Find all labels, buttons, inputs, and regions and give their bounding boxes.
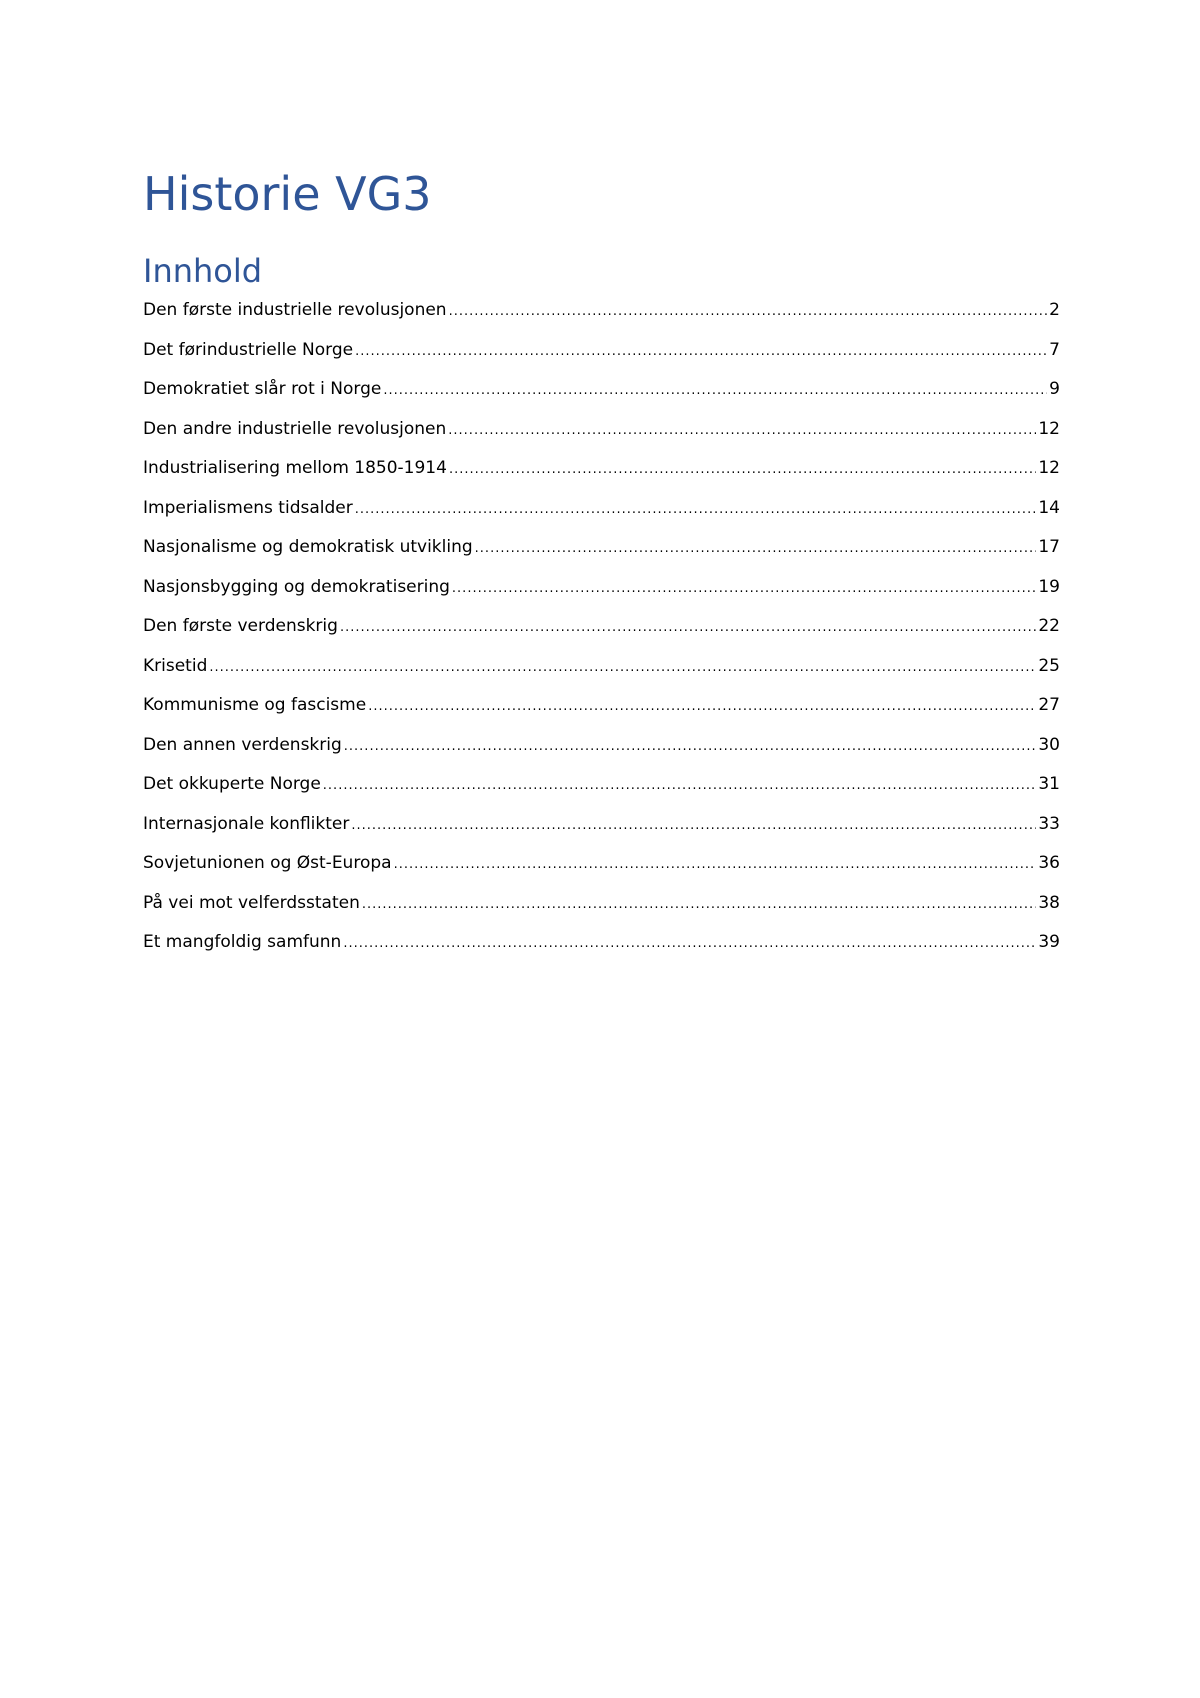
toc-entry[interactable] [143,923,1060,963]
toc-entry[interactable] [143,765,1060,805]
toc-entry-title: Krisetid [143,655,208,676]
toc-heading: Innhold [143,252,263,290]
toc-entry[interactable] [143,647,1060,687]
toc-entry-title: Det okkuperte Norge [143,774,321,794]
toc-entry[interactable] [143,568,1060,608]
toc-dot-leader [368,687,1036,726]
table-of-contents [143,291,1060,963]
toc-dot-leader [344,727,1037,766]
toc-dot-leader [362,885,1037,924]
toc-entry-page-number: 31 [1038,774,1060,794]
toc-dot-leader [355,490,1037,529]
toc-entry[interactable] [143,686,1060,726]
toc-entry-title: Internasjonale konflikter [143,813,350,834]
toc-dot-leader [449,292,1048,331]
toc-entry-page-number: 33 [1038,813,1060,834]
toc-entry[interactable] [143,884,1060,924]
toc-dot-leader [449,450,1036,489]
document-title: Historie VG3 [143,167,432,221]
toc-entry[interactable] [143,410,1060,450]
toc-entry-page-number: 2 [1049,300,1060,320]
toc-entry-title: Et mangfoldig samfunn [143,932,342,952]
toc-entry[interactable] [143,489,1060,529]
toc-entry-title: Den første industrielle revolusjonen [143,300,447,320]
toc-entry-page-number: 39 [1038,932,1060,952]
toc-entry-title: Den andre industrielle revolusjonen [143,418,447,439]
toc-entry[interactable] [143,844,1060,884]
toc-entry-title: Nasjonalisme og demokratisk utvikling [143,537,473,557]
toc-entry-page-number: 25 [1038,655,1060,676]
toc-dot-leader [448,411,1036,450]
toc-entry[interactable] [143,528,1060,568]
toc-dot-leader [383,371,1047,410]
toc-entry-title: Industrialisering mellom 1850-1914 [143,458,447,478]
toc-entry-title: Det førindustrielle Norge [143,339,354,360]
toc-dot-leader [343,924,1036,963]
toc-entry-page-number: 19 [1038,576,1060,597]
toc-dot-leader [340,608,1036,647]
toc-entry-title: På vei mot velferdsstaten [143,892,360,913]
toc-entry-title: Demokratiet slår rot i Norge [143,379,382,399]
toc-entry[interactable] [143,449,1060,489]
toc-entry[interactable] [143,291,1060,331]
toc-entry-page-number: 27 [1038,695,1060,715]
toc-entry-page-number: 9 [1049,379,1060,399]
toc-dot-leader [475,529,1037,568]
toc-dot-leader [209,648,1036,687]
toc-entry[interactable] [143,331,1060,371]
toc-entry-title: Den annen verdenskrig [143,734,342,755]
toc-entry-title: Imperialismens tidsalder [143,497,353,518]
toc-entry-page-number: 38 [1038,892,1060,913]
toc-entry-page-number: 22 [1038,616,1060,636]
toc-entry-title: Sovjetunionen og Øst-Europa [143,853,392,873]
toc-dot-leader [394,845,1037,884]
toc-dot-leader [355,332,1047,371]
toc-entry[interactable] [143,726,1060,766]
toc-entry[interactable] [143,370,1060,410]
toc-entry-title: Kommunisme og fascisme [143,695,367,715]
toc-dot-leader [351,806,1036,845]
toc-dot-leader [452,569,1036,608]
toc-entry-page-number: 36 [1038,853,1060,873]
toc-entry-page-number: 14 [1038,497,1060,518]
toc-entry-page-number: 12 [1038,418,1060,439]
toc-entry-page-number: 12 [1038,458,1060,478]
toc-dot-leader [323,766,1037,805]
toc-entry-page-number: 30 [1038,734,1060,755]
toc-entry-page-number: 7 [1049,339,1060,360]
toc-entry[interactable] [143,607,1060,647]
toc-entry-title: Den første verdenskrig [143,616,338,636]
toc-entry-title: Nasjonsbygging og demokratisering [143,576,450,597]
toc-entry-page-number: 17 [1038,537,1060,557]
toc-entry[interactable] [143,805,1060,845]
